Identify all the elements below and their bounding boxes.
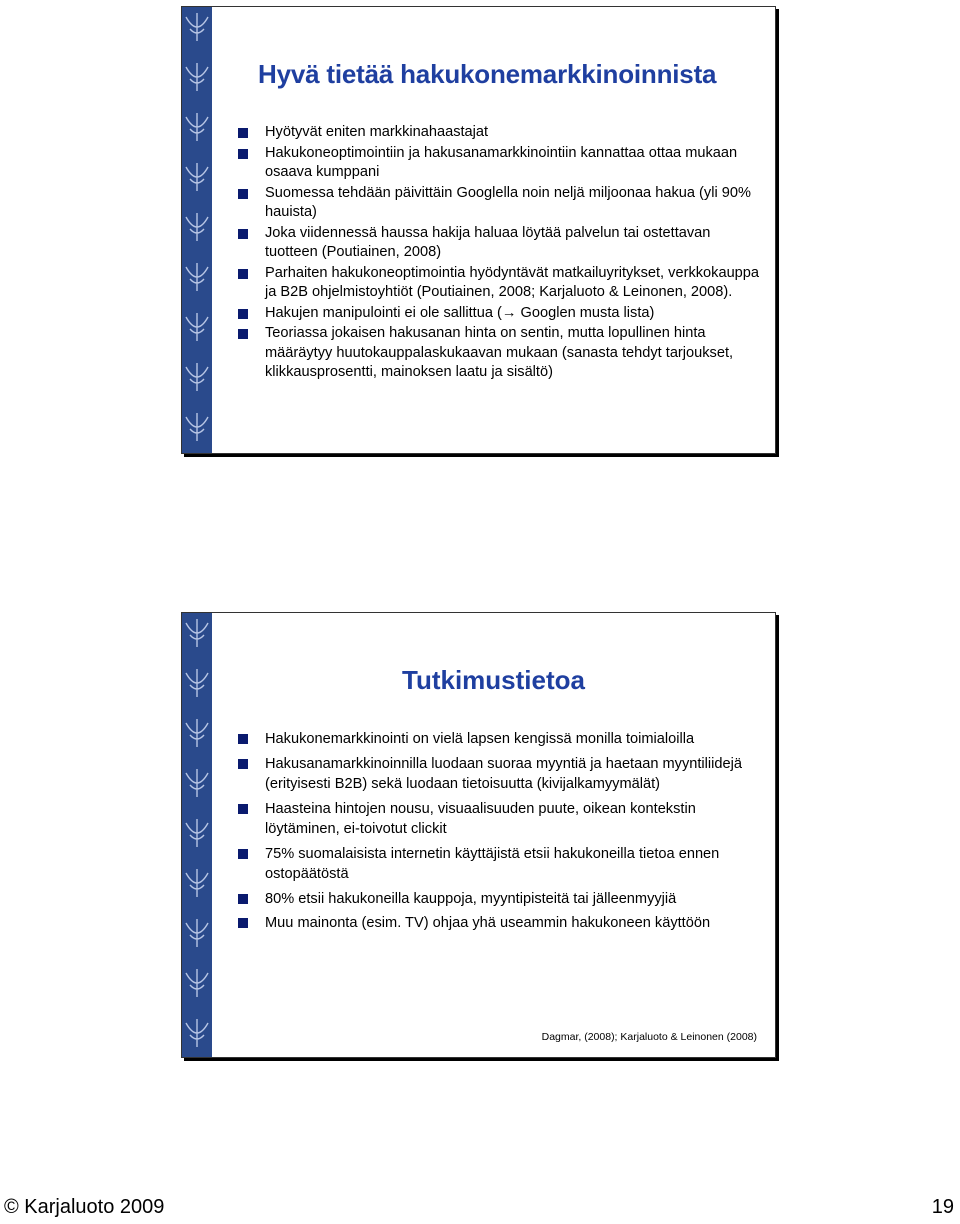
list-item [234,324,763,383]
list-item [234,224,763,263]
bullet-text: Joka viidennessä haussa hakija haluaa löytää palvelun tai ostettavan tuotteen (Poutiainen, 2008) [265,224,711,260]
decorative-stripe [182,7,212,453]
bullet-text: Hakukoneoptimointiin ja hakusanamarkkinointiin kannattaa ottaa mukaan osaava kumppani [265,144,738,180]
slide-title: Hyvä tietää hakukonemarkkinoinnista [258,59,717,89]
copyright-notice: © Karjaluoto 2009 [4,1196,165,1218]
bullet-text: Hakusanamarkkinoinnilla luodaan suoraa myyntiä ja haetaan myyntiliidejä (erityisesti B2B) sekä luodaan tietoisuutta (kivijalkamyymälät) [265,755,742,792]
page-footer [0,1196,960,1220]
list-item [234,144,763,183]
bullet-text: Suomessa tehdään päivittäin Googlella noin neljä miljoonaa hakua (yli 90% hauista) [265,184,751,220]
bullet-list [234,729,763,938]
bullet-list [234,123,763,384]
square-bullet-icon [238,329,248,339]
list-item [234,304,763,324]
list-item [234,913,763,934]
square-bullet-icon [238,229,248,239]
bullet-text: Haasteina hintojen nousu, visuaalisuuden puute, oikean kontekstin löytäminen, ei-toivotut clickit [265,800,696,837]
square-bullet-icon [238,918,248,928]
bullet-text: 80% etsii hakukoneilla kauppoja, myyntipisteitä tai jälleenmyyjiä [265,890,677,907]
bullet-text: Hakukonemarkkinointi on vielä lapsen kengissä monilla toimialoilla [265,731,695,747]
square-bullet-icon [238,309,248,319]
square-bullet-icon [238,804,248,814]
square-bullet-icon [238,759,248,769]
square-bullet-icon [238,149,248,159]
square-bullet-icon [238,269,248,279]
bullet-text: Hakujen manipulointi ei ole sallittua (→ Googlen musta lista) [265,304,655,321]
bullet-text: Teoriassa jokaisen hakusanan hinta on sentin, mutta lopullinen hinta määräytyy huutokauppalaskukaavan mukaan (sanasta tehdyt tarjoukset, klikkausprosentti, mainoksen laatu ja sisältö) [265,325,734,380]
list-item [234,889,763,910]
list-item [234,754,763,795]
bullet-text: 75% suomalaisista internetin käyttäjistä etsii hakukoneilla tietoa ennen ostopäätöstä [265,845,720,882]
list-item [234,264,763,303]
square-bullet-icon [238,189,248,199]
list-item [234,123,763,143]
square-bullet-icon [238,894,248,904]
list-item [234,799,763,840]
square-bullet-icon [238,849,248,859]
bullet-text: Hyötyvät eniten markkinahaastajat [265,124,489,140]
list-item [234,729,763,750]
square-bullet-icon [238,128,248,138]
source-citation: Dagmar, (2008); Karjaluoto & Leinonen (2008) [541,1031,757,1043]
slide-title: Tutkimustietoa [402,665,585,695]
tulip-ornament-icon [182,7,212,453]
list-item [234,184,763,223]
page-number: 19 [931,1196,954,1218]
square-bullet-icon [238,734,248,744]
bullet-text: Muu mainonta (esim. TV) ohjaa yhä useammin hakukoneen käyttöön [265,915,711,931]
bullet-text: Parhaiten hakukoneoptimointia hyödyntävät matkailuyritykset, verkkokauppa ja B2B ohjelmistoyhtiöt (Poutiainen, 2008; Karjaluoto & Leinonen, 2008). [265,264,760,300]
slide-2 [181,612,776,1058]
list-item [234,844,763,885]
slide-1 [181,6,776,454]
